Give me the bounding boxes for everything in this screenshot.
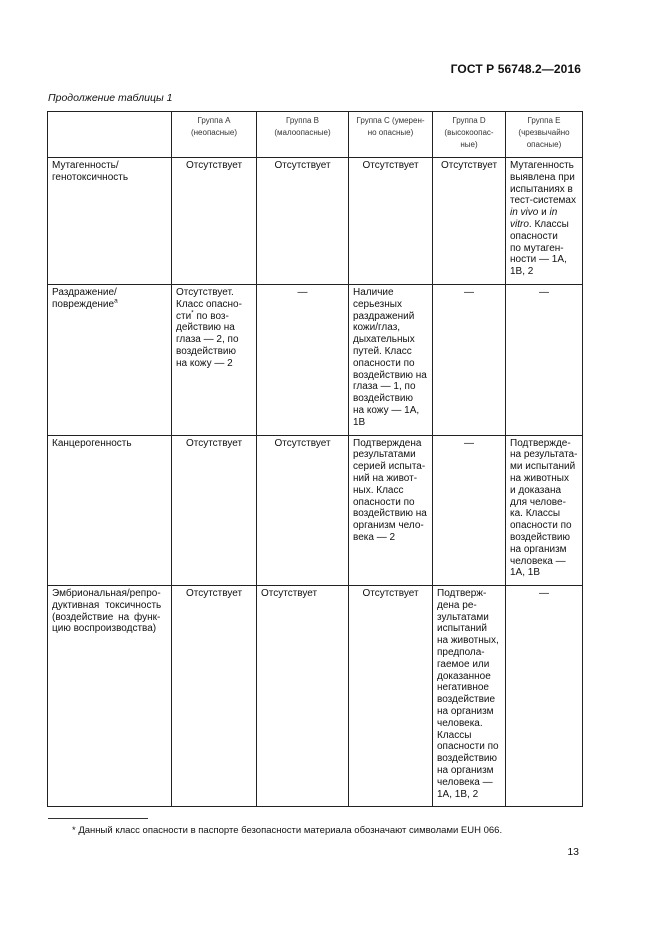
cell-group-b: Отсутствует	[257, 586, 349, 807]
cell-group-d: Подтверж- дена ре- зультатами испытаний на животных, предпола- гаемое или доказанное негативное воздействие на организм человека. Классы опасности по воздействию на организм человека — 1А, 1В, 2	[433, 586, 506, 807]
cell-group-b: Отсутствует	[257, 158, 349, 285]
row-label-reproductive-toxicity: Эмбриональная/репро- дуктивная токсичность (воздействие на функ- цию воспроизводства)	[48, 586, 172, 807]
row-label-irritation: Раздражение/ повреждение$^a$	[48, 284, 172, 435]
cell-group-d: Отсутствует	[433, 158, 506, 285]
row-label-mutagenicity: Мутагенность/ генотоксичность	[48, 158, 172, 285]
cell-group-e: Мутагенность выявлена при испытаниях в тест-системах in vivo и in vitro. Классы опасности по мутаген- ности — 1А, 1В, 2	[506, 158, 583, 285]
hazard-table	[47, 111, 583, 807]
document-code: ГОСТ Р 56748.2—2016	[450, 62, 581, 76]
header-group-d: Группа D (высокоопас- ные)	[433, 112, 506, 158]
header-group-a: Группа А (неопасные)	[172, 112, 257, 158]
page-number: 13	[567, 846, 579, 858]
footnote: * Данный класс опасности в паспорте безопасности материала обозначают символами EUH 066.	[72, 825, 503, 836]
header-group-b: Группа В (малоопасные)	[257, 112, 349, 158]
cell-group-b: —	[257, 284, 349, 435]
cell-group-b: Отсутствует	[257, 435, 349, 586]
table-caption: Продолжение таблицы 1	[48, 92, 173, 104]
table-row	[48, 586, 583, 807]
cell-group-e: —	[506, 284, 583, 435]
cell-group-c: Наличие серьезных раздражений кожи/глаз, дыхательных путей. Класс опасности по воздействию на глаза — 1, по воздействию на кожу — 1А, 1В	[349, 284, 433, 435]
header-empty	[48, 112, 172, 158]
cell-group-c: Отсутствует	[349, 158, 433, 285]
cell-group-d: —	[433, 284, 506, 435]
footnote-divider	[48, 818, 148, 819]
header-group-c: Группа С (умерен- но опасные)	[349, 112, 433, 158]
cell-group-c: Подтверждена результатами серией испыта- ний на живот- ных. Класс опасности по воздействию на организм чело- века — 2	[349, 435, 433, 586]
table-row	[48, 284, 583, 435]
cell-group-d: —	[433, 435, 506, 586]
header-group-e: Группа Е (чрезвычайно опасные)	[506, 112, 583, 158]
cell-group-e: Подтвержде- на результата- ми испытаний на животных и доказана для челове- ка. Классы опасности по воздействию на организм человека — 1А, 1В	[506, 435, 583, 586]
cell-group-e: —	[506, 586, 583, 807]
cell-group-a: Отсутствует. Класс опасно- сти* по воз- действию на глаза — 2, по воздействию на кожу — 2	[172, 284, 257, 435]
cell-group-a: Отсутствует	[172, 586, 257, 807]
table-row	[48, 435, 583, 586]
row-label-carcinogenicity: Канцерогенность	[48, 435, 172, 586]
table-header-row	[48, 112, 583, 158]
cell-group-a: Отсутствует	[172, 435, 257, 586]
cell-group-c: Отсутствует	[349, 586, 433, 807]
cell-group-a: Отсутствует	[172, 158, 257, 285]
table-row	[48, 158, 583, 285]
